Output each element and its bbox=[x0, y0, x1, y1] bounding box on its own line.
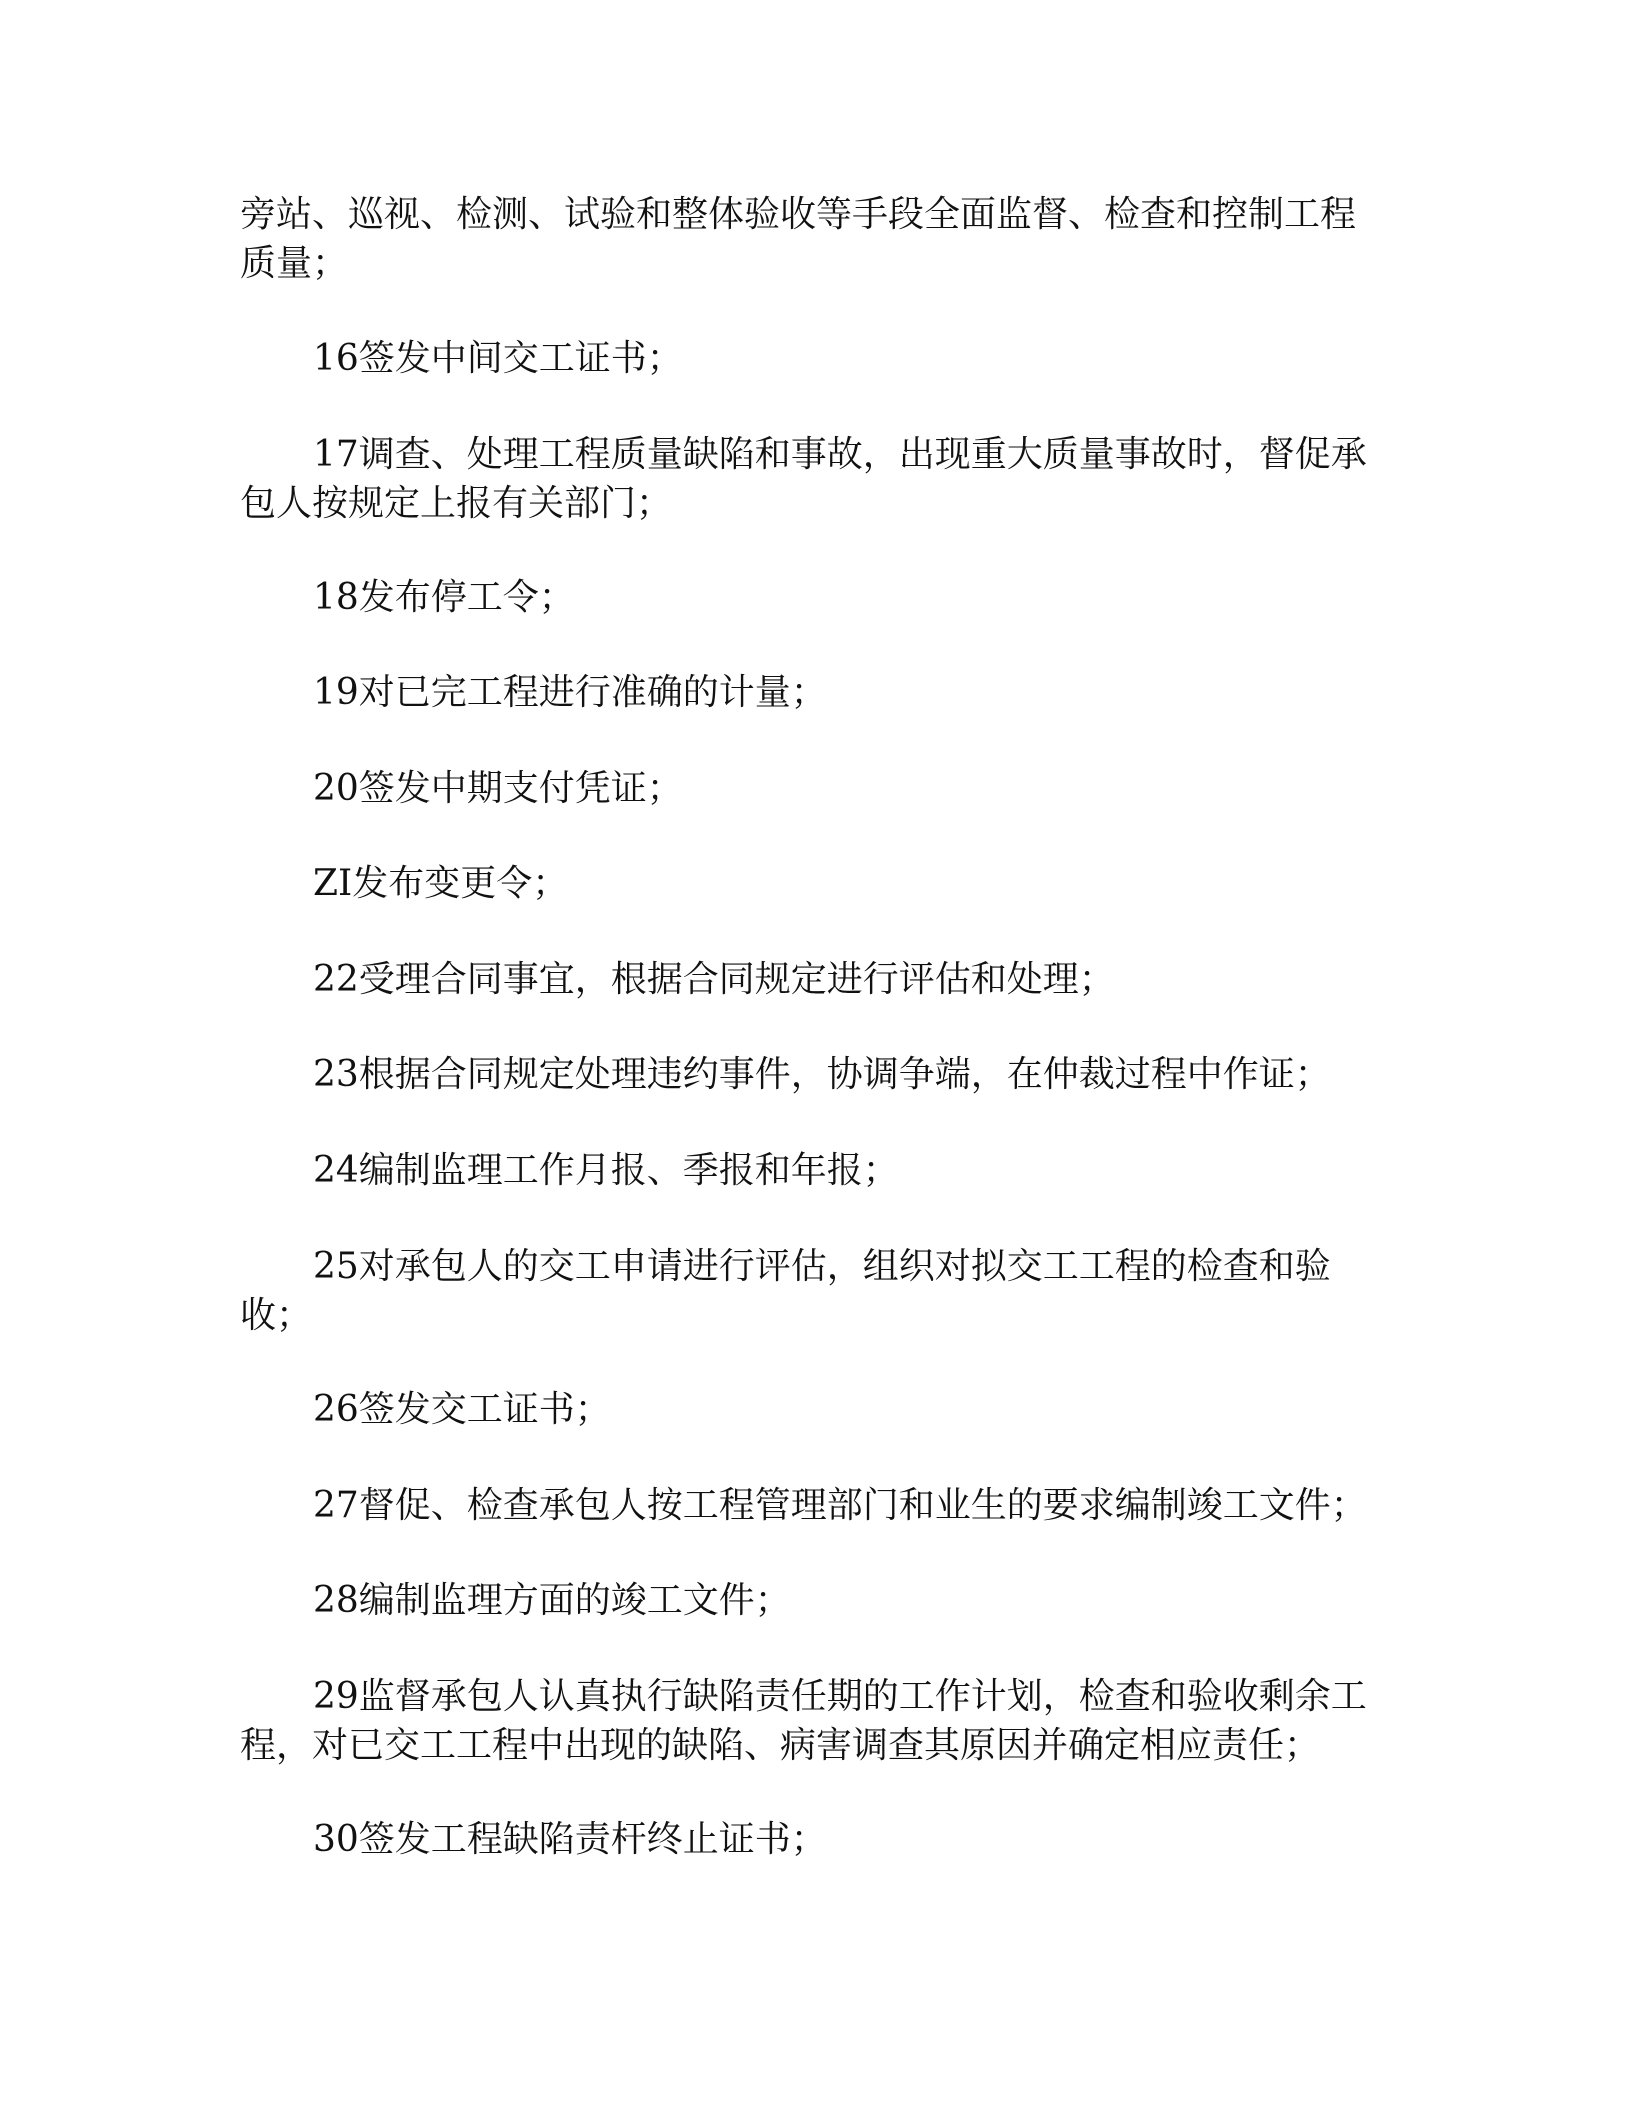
paragraph-item-17: 17调查、处理工程质量缺陷和事故，出现重大质量事故时，督促承包人按规定上报有关部门； bbox=[240, 434, 1367, 524]
paragraph-item-21: ZI发布变更令； bbox=[313, 863, 569, 904]
paragraph-item-27: 27督促、检查承包人按工程管理部门和业生的要求编制竣工文件； bbox=[313, 1485, 1367, 1526]
paragraph-item-16: 16签发中间交工证书； bbox=[313, 338, 683, 379]
paragraph-item-25: 25对承包人的交工申请进行评估，组织对拟交工工程的检查和验收； bbox=[240, 1246, 1331, 1336]
paragraph-item-26: 26签发交工证书； bbox=[313, 1389, 611, 1430]
paragraph-item-20: 20签发中期支付凭证； bbox=[313, 768, 683, 809]
paragraph-item-29: 29监督承包人认真执行缺陷责任期的工作计划，检查和验收剩余工程，对已交工工程中出现的缺陷、病害调查其原因并确定相应责任； bbox=[240, 1676, 1367, 1766]
paragraph-item-28: 28编制监理方面的竣工文件； bbox=[313, 1580, 791, 1621]
paragraph-continuation: 旁站、巡视、检测、试验和整体验收等手段全面监督、检查和控制工程质量； bbox=[240, 194, 1357, 284]
paragraph-item-24: 24编制监理工作月报、季报和年报； bbox=[313, 1150, 899, 1191]
paragraph-item-23: 23根据合同规定处理违约事件，协调争端，在仲裁过程中作证； bbox=[313, 1054, 1331, 1095]
paragraph-item-30: 30签发工程缺陷责杆终止证书； bbox=[313, 1819, 827, 1860]
paragraph-item-18: 18发布停工令； bbox=[313, 577, 575, 618]
paragraph-item-22: 22受理合同事宜，根据合同规定进行评估和处理； bbox=[313, 959, 1115, 1000]
paragraph-item-19: 19对已完工程进行准确的计量； bbox=[313, 672, 827, 713]
